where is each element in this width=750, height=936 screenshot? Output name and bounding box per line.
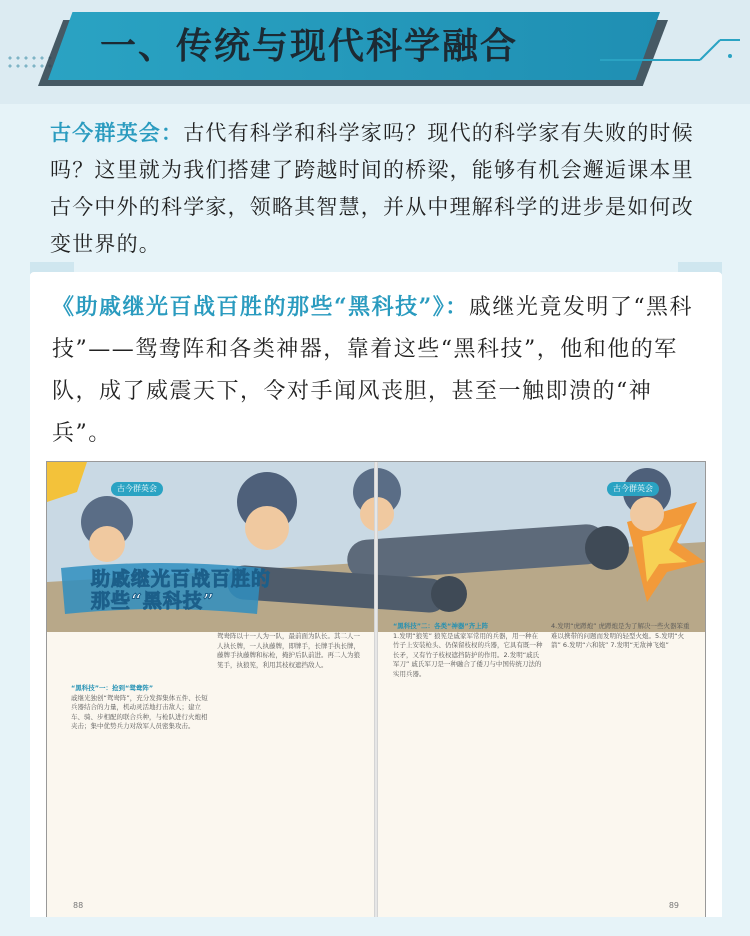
spread-title-line2: 那些“黑科技” — [91, 590, 215, 612]
right-section-tag: 古今群英会 — [607, 482, 659, 496]
intro-label: 古今群英会： — [50, 120, 184, 145]
intro-text: 古代有科学和科学家吗？现代的科学家有失败的时候吗？这里就为我们搭建了跨越时间的桥梁，能够有机会邂逅课本里古今中外的科学家，领略其智慧，并从中理解科学的进步是如何改变世界的。 — [50, 121, 694, 256]
right-page — [377, 462, 705, 918]
book-title: 《助戚继光百战百胜的那些“黑科技”》： — [52, 294, 469, 320]
book-description — [52, 286, 702, 455]
left-section-tag: 古今群英会 — [111, 482, 163, 496]
left-column-2: 鸳鸯阵以十一人为一队，最前面为队长。其二人一人执长牌，一人执藤牌，即牌手，长牌手执长牌，藤牌手执藤牌和标枪，掩护后队前进。再二人为狼筅手，执狼筅，利用其枝杈遮挡敌人。 — [217, 632, 360, 669]
book-summary: 戚继光竟发明了“黑科技”——鸳鸯阵和各类神器，靠着这些“黑科技”，他和他的军队，成了威震天下，令对手闻风丧胆，甚至一触即溃的“神兵”。 — [52, 295, 694, 446]
left-heading: “黑科技”一：抢到“鸳鸯阵” — [71, 684, 154, 692]
right-column-1 — [393, 622, 543, 894]
left-column-1-text: 戚继光独创“鸳鸯阵”，充分发挥集体五件、长短兵器结合的力量，机动灵活地打击敌人；建立车、骑、步相配的联合兵种，与枪队进行火炮相夹击；集中优势兵力对敌军人员密集攻击。 — [71, 693, 208, 730]
left-page — [47, 462, 375, 918]
left-page-number: 88 — [73, 901, 84, 910]
left-column-1 — [71, 684, 209, 894]
spread-title-line1: 助戚继光百战百胜的 — [91, 568, 272, 590]
decorative-lines — [600, 30, 740, 70]
right-page-number: 89 — [668, 901, 679, 910]
bottom-strip — [0, 917, 750, 936]
right-heading: “黑科技”二：各类“神器”齐上阵 — [393, 622, 489, 630]
book-spread-image — [46, 461, 706, 919]
right-column-1-text: 1.发明“狼筅” 狼筅是戚家军常用的兵器，用一种在竹子上安装枪头、仍保留枝杈的兵器，它具有既一种长矛，又有竹子枝杈遮挡防护的作用。2.发明“戚氏军刀” 戚氏军刀是一种融合了倭刀与中国传统刀法的实用兵器。 — [393, 631, 543, 678]
section-title: 一、传统与现代科学融合 — [100, 25, 519, 67]
right-column-2: 4.发明“虎蹲炮” 虎蹲炮是为了解决一些火器笨重难以携带的问题而发明的轻型火炮。5.发明“火箭” 6.发明“六和铳” 7.发明“无敌神飞炮” — [551, 622, 690, 649]
intro-paragraph — [50, 114, 710, 263]
